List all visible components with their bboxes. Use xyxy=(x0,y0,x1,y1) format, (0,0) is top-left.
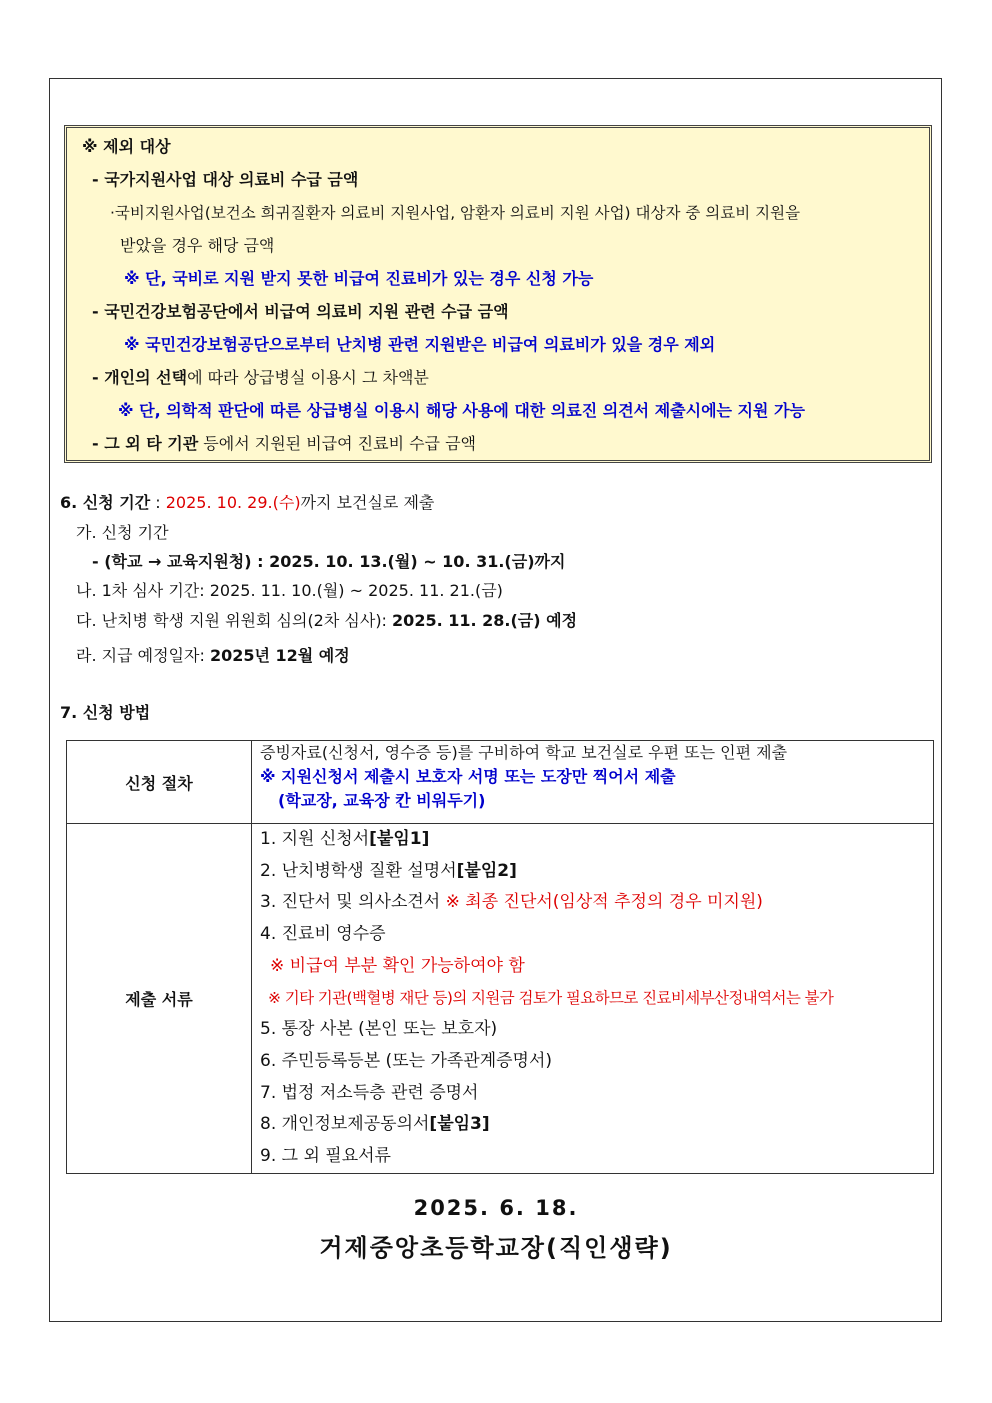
principal-signature: 거제중앙초등학교장(직인생략) xyxy=(319,1234,673,1262)
documents-label: 제출 서류 xyxy=(67,824,252,1174)
document-item-4-note-1: ※ 비급여 부분 확인 가능하여야 함 xyxy=(270,955,525,976)
section6-deadline: 2025. 10. 29.(수) xyxy=(165,493,301,512)
exclusion-item-3 xyxy=(92,367,429,389)
document-item-7: 7. 법정 저소득층 관련 증명서 xyxy=(260,1082,479,1103)
section6-c-label: 다. 난치병 학생 지원 위원회 심의(2차 심사): xyxy=(76,611,393,630)
procedure-row xyxy=(67,741,934,824)
procedure-line-2: ※ 지원신청서 제출시 보호자 서명 또는 도장만 찍어서 제출 xyxy=(260,767,676,786)
document-item-5: 5. 통장 사본 (본인 또는 보호자) xyxy=(260,1019,498,1040)
section6-c xyxy=(76,610,577,632)
exclusion-item-4-emphasis: - 그 외 타 기관 xyxy=(92,434,199,453)
section6-c-date: 2025. 11. 28.(금) 예정 xyxy=(392,611,578,630)
documents-content xyxy=(252,824,934,1174)
document-item-9: 9. 그 외 필요서류 xyxy=(260,1146,391,1167)
document-item-2-attachment: [붙임2] xyxy=(456,860,517,881)
exclusion-item-1: - 국가지원사업 대상 의료비 수급 금액 xyxy=(92,170,359,189)
exclusion-item-1-detail-cont: 받았을 경우 해당 금액 xyxy=(120,236,275,255)
document-item-3-text: 3. 진단서 및 의사소견서 xyxy=(260,892,446,913)
procedure-content xyxy=(252,741,934,824)
document-item-1-text: 1. 지원 신청서 xyxy=(260,829,370,849)
document-item-8-attachment: [붙임3] xyxy=(429,1114,490,1135)
document-item-1-attachment: [붙임1] xyxy=(369,829,430,849)
exclusion-item-4-text: 등에서 지원된 비급여 진료비 수급 금액 xyxy=(198,434,477,453)
document-item-8-text: 8. 개인정보제공동의서 xyxy=(260,1114,430,1135)
section6-d-date: 2025년 12월 예정 xyxy=(209,646,350,665)
section6-d xyxy=(76,645,350,667)
section6-separator: : xyxy=(150,493,166,512)
section6-b: 나. 1차 심사 기간: 2025. 11. 10.(월) ~ 2025. 11. 21.(금) xyxy=(76,581,503,600)
exclusion-item-1-note: ※ 단, 국비로 지원 받지 못한 비급여 진료비가 있는 경우 신청 가능 xyxy=(124,269,594,288)
section6-a: 가. 신청 기간 xyxy=(76,523,169,542)
exclusion-item-3-text: 에 따라 상급병실 이용시 그 차액분 xyxy=(187,368,429,387)
exclusion-item-3-emphasis: - 개인의 선택 xyxy=(92,368,188,387)
procedure-label: 신청 절차 xyxy=(67,741,252,824)
document-item-2-text: 2. 난치병학생 질환 설명서 xyxy=(260,860,457,881)
document-item-6: 6. 주민등록등본 (또는 가족관계증명서) xyxy=(260,1050,553,1071)
exclusion-item-1-detail: ·국비지원사업(보건소 희귀질환자 의료비 지원사업, 암환자 의료비 지원 사업) 대상자 중 의료비 지원을 xyxy=(110,204,801,222)
section6-heading-line xyxy=(60,492,434,514)
procedure-line-1: 증빙자료(신청서, 영수증 등)를 구비하여 학교 보건실로 우편 또는 인편 제출 xyxy=(260,743,788,762)
document-item-3 xyxy=(260,887,933,919)
documents-row xyxy=(67,824,934,1174)
document-item-1 xyxy=(260,824,933,856)
exclusion-item-4 xyxy=(92,433,476,455)
document-item-4-note-2: ※ 기타 기관(백혈병 재단 등)의 지원금 검토가 필요하므로 진료비세부산정내역서는 불가 xyxy=(268,988,834,1007)
issue-date: 2025. 6. 18. xyxy=(413,1196,579,1220)
section6-deadline-suffix: 까지 보건실로 제출 xyxy=(300,493,435,512)
document-item-3-note: ※ 최종 진단서(임상적 추정의 경우 미지원) xyxy=(445,892,763,913)
exclusion-title: ※ 제외 대상 xyxy=(82,137,171,156)
procedure-line-3: (학교장, 교육장 칸 비워두기) xyxy=(278,791,486,810)
application-method-table xyxy=(66,740,934,1174)
document-item-8 xyxy=(260,1109,933,1141)
exclusion-item-2: - 국민건강보험공단에서 비급여 의료비 지원 관련 수급 금액 xyxy=(92,302,509,321)
document-item-4: 4. 진료비 영수증 xyxy=(260,924,386,945)
exclusion-item-3-note: ※ 단, 의학적 판단에 따른 상급병실 이용시 해당 사용에 대한 의료진 의견서 제출시에는 지원 가능 xyxy=(118,401,805,420)
section6-heading: 6. 신청 기간 xyxy=(60,493,151,512)
document-item-2 xyxy=(260,856,933,888)
exclusion-item-2-note: ※ 국민건강보험공단으로부터 난치병 관련 지원받은 비급여 의료비가 있을 경우 제외 xyxy=(124,335,716,354)
section7-heading: 7. 신청 방법 xyxy=(60,703,151,722)
section6-d-label: 라. 지급 예정일자: xyxy=(76,646,210,665)
section6-a-detail: - (학교 → 교육지원청) : 2025. 10. 13.(월) ~ 10. 31.(금)까지 xyxy=(92,552,566,571)
